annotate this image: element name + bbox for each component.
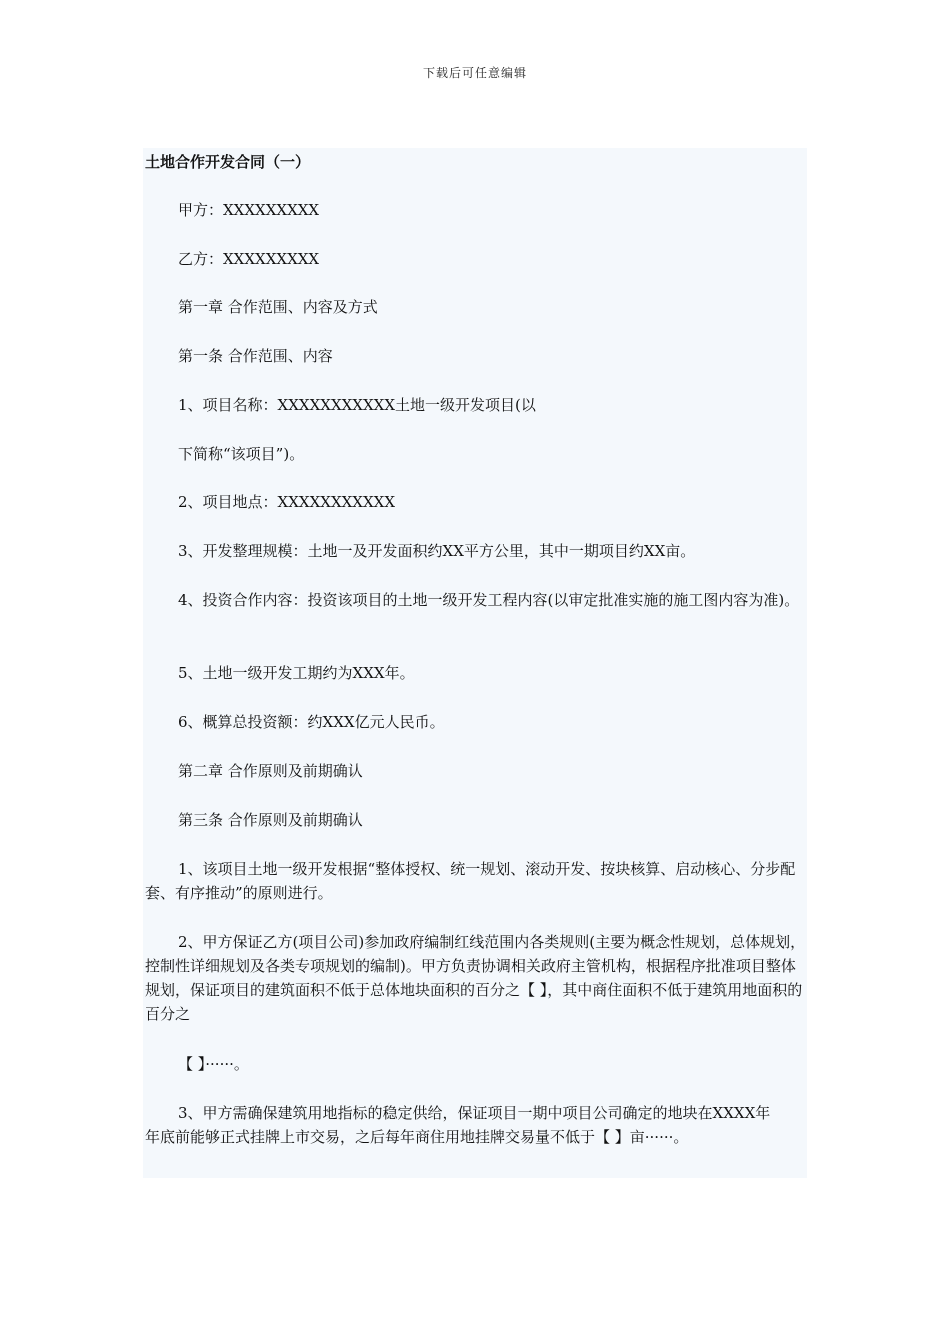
article-3-heading: 第三条 合作原则及前期确认 <box>178 811 363 829</box>
party-b-line: 乙方：XXXXXXXXX <box>178 250 320 268</box>
document-body <box>143 148 807 1178</box>
article-3-item-2: 2、甲方保证乙方(项目公司)参加政府编制红线范围内各类规则(主要为概念性规划，总体规划，控制性详细规划及各类专项规划的编制)。甲方负责协调相关政府主管机构，根据程序批准项目整体规划，保证项目的建筑面积不低于总体地块面积的百分之【 】，其中商住面积不低于建筑用地面积的百分之 <box>145 933 806 1023</box>
item-5: 5、土地一级开发工期约为XXX年。 <box>178 664 415 682</box>
item-1-line-2: 下简称“该项目”)。 <box>178 445 305 463</box>
item-6: 6、概算总投资额：约XXX亿元人民币。 <box>178 713 445 731</box>
article-3-item-1: 1、该项目土地一级开发根据“整体授权、统一规划、滚动开发、按块核算、启动核心、分步配套、有序推动”的原则进行。 <box>145 860 796 902</box>
page-header-note: 下载后可任意编辑 <box>422 66 527 80</box>
chapter-1-heading: 第一章 合作范围、内容及方式 <box>178 298 378 316</box>
item-4: 4、投资合作内容：投资该项目的土地一级开发工程内容(以审定批准实施的施工图内容为准)。 <box>178 591 800 609</box>
article-1-heading: 第一条 合作范围、内容 <box>178 347 333 365</box>
article-3-item-2-tail: 【 】······。 <box>178 1055 249 1073</box>
item-2: 2、项目地点：XXXXXXXXXXX <box>178 493 396 511</box>
item-1-line-1: 1、项目名称：XXXXXXXXXXX土地一级开发项目(以 <box>178 396 536 414</box>
document-title: 土地合作开发合同（一） <box>145 153 311 171</box>
party-a-line: 甲方：XXXXXXXXX <box>178 201 320 219</box>
item-3: 3、开发整理规模：土地一及开发面积约XX平方公里，其中一期项目约XX亩。 <box>178 542 696 560</box>
chapter-2-heading: 第二章 合作原则及前期确认 <box>178 762 363 780</box>
article-3-item-3: 3、甲方需确保建筑用地指标的稳定供给，保证项目一期中项目公司确定的地块在XXXX年年底前能够正式挂牌上市交易，之后每年商住用地挂牌交易量不低于【 】亩······。 <box>145 1104 771 1146</box>
